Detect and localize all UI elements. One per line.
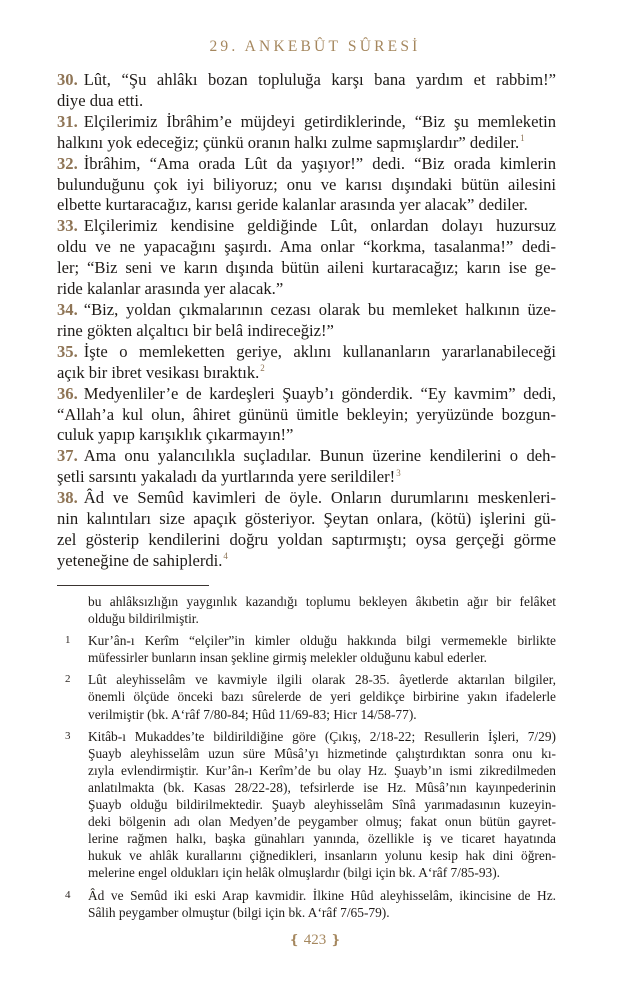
footnote-line: Şuayb aleyhisselâm uzun süre Mûsâ’yı hizmetinde çalıştırdıktan sonra onu kı- (88, 745, 556, 761)
footnote-line: anlatılmakta (bk. Kasas 28/22-28), tefsirlerde ise Hz. Mûsâ’nın kayınpederinin (88, 779, 556, 795)
verse-line: şetli sarsıntı yakaladı da yurtlarında yere serildiler!$^3$ (57, 467, 401, 487)
verse-number: 36. (57, 383, 78, 403)
page-number-value: 423 (303, 932, 327, 948)
ornament-right-icon: ❵ (330, 932, 342, 947)
footnote-ref[interactable]: 1 (520, 133, 525, 144)
verse-line: 36. Medyenliler’e de kardeşleri Şuayb’ı gönderdik. “Ey kavmim” dedi, (57, 383, 556, 403)
verse-line: nin kalıntıları size apaçık gösteriyor. Şeytan onlara, (kötü) işlerini gü- (57, 509, 556, 529)
footnote-line: lerine rağmen halkı, başka günahları yanında, özellikle iş ve ticaret hayatında (88, 831, 556, 847)
verse-number: 37. (57, 446, 78, 466)
verse-line: diye dua etti. (57, 90, 144, 110)
verse-line: 34. “Biz, yoldan çıkmalarının cezası olarak bu memleket halkının üze- (57, 299, 556, 319)
ornament-left-icon: ❴ (288, 932, 300, 947)
footnote-number: 4 (65, 888, 71, 901)
verse-37 (57, 446, 556, 488)
verse-line: 32. İbrâhim, “Ama orada Lût da yaşıyor!” dedi. “Biz orada kimlerin (57, 153, 556, 173)
verse-line: elbette kurtaracağız, karısı geride kalanlar arasında yer alacak” dediler. (57, 195, 528, 215)
verse-line: açık bir ibret vesikası bıraktık.$^2$ (57, 362, 265, 382)
footnote-line: zıyla evlendirmiştir. Kur’ân-ı Kerîm’de bu olay Hz. Şuayb’ın ismi zikredilmeden (88, 762, 556, 778)
verse-number: 32. (57, 153, 78, 173)
footnote-line: Âd ve Semûd iki eski Arap kavmidir. İlkine Hûd aleyhisselâm, ikincisine de Hz. (88, 887, 556, 903)
footnote-2 (57, 671, 556, 722)
verse-line: halkını yok edeceğiz; çünkü oranın halkı zulme sapmışlardır” dediler.$^1$ (57, 132, 525, 152)
verse-32 (57, 154, 556, 217)
footnote-ref[interactable]: 3 (396, 467, 401, 478)
footnote-line: müfessirler bunların insan şekline girmiş melekler olduğunu kabul ederler. (88, 650, 488, 666)
footnote-line: Sâlih peygamber olmuştur (bilgi için bk. A‘râf 7/65-79). (88, 904, 390, 920)
verse-number: 35. (57, 341, 78, 361)
verse-line: oldu ve ne yapacağını şaşırdı. Ama onlar “korkma, tasalanma!” dedi- (57, 237, 556, 257)
verse-number: 34. (57, 299, 78, 319)
verse-31 (57, 112, 556, 154)
footnote-continuation (57, 593, 556, 627)
footnote-line: önemli ölçüde önceki bazı sûrelerde de yeri geldikçe birbirine yakın ifadelerle (88, 689, 556, 705)
verse-number: 33. (57, 216, 78, 236)
footnote-line: Lût aleyhisselâm ve kavmiyle ilgili olarak 28-35. âyetlerde aktarılan bilgiler, (88, 672, 556, 688)
verse-line: zel gösterip kendilerini doğru yoldan saptırmıştı; oysa gerçeği görme (57, 529, 556, 549)
verse-30 (57, 70, 556, 112)
footnote-ref[interactable]: 4 (223, 551, 228, 562)
verse-35 (57, 342, 556, 384)
footnote-line: Kitâb-ı Mukaddes’te bildirildiğine göre (Çıkış, 2/18-22; Resullerin İşleri, 7/29) (88, 728, 556, 744)
footnote-1 (57, 632, 556, 666)
verse-line: 31. Elçilerimiz İbrâhim’e müjdeyi getirdiklerinde, “Biz şu memleketin (57, 111, 556, 131)
footnote-divider (57, 585, 209, 586)
verse-36 (57, 384, 556, 447)
footnote-line: hukuk ve ahlâk kurallarını çiğnedikleri, insanların yolunu kesip hak dini öğren- (88, 848, 556, 864)
footnote-line: Şuayb olduğu bildirilmektedir. Şuayb aleyhisselâm Sînâ yarımadasının kuzeyin- (88, 797, 556, 813)
footnote-number: 2 (65, 673, 71, 686)
footnote-line: deki bölgenin adı olan Medyen’de peygamber olmuş; fakat onun bütün gayret- (88, 814, 556, 830)
footnote-ref[interactable]: 2 (260, 363, 265, 374)
verse-number: 38. (57, 488, 78, 508)
verse-line: rine gökten alçaltıcı bir belâ indireceğiz!” (57, 320, 334, 340)
footnote-line: bu ahlâksızlığın yaygınlık kazandığı toplumu bekleyen âkıbetin ağır bir felâket (88, 594, 556, 609)
footnote-line: verilmiştir (bk. A‘râf 7/80-84; Hûd 11/69-83; Hicr 14/58-77). (88, 706, 417, 722)
footnote-4 (57, 887, 556, 921)
verse-line: ler; “Biz seni ve karın dışında bütün aileni kurtaracağız; karın ise ge- (57, 258, 556, 278)
footnote-3 (57, 728, 556, 882)
footnotes (57, 593, 556, 921)
verse-38 (57, 488, 556, 572)
verse-line: yeteneğine de sahiplerdi.$^4$ (57, 550, 228, 570)
verse-line: bulunduğunu çok iyi biliyoruz; onu ve karısı dışındaki bütün ailesini (57, 174, 556, 194)
verse-number: 31. (57, 111, 78, 131)
footnote-line: melerine engel oldukları için helâk olmuşlardır (bilgi için bk. A‘râf 7/85-93). (88, 865, 501, 881)
verse-line: ride kalanlar arasında yer alacak.” (57, 279, 284, 299)
verse-line: 33. Elçilerimiz kendisine geldiğinde Lût, onlardan dolayı huzursuz (57, 216, 556, 236)
footnote-number: 1 (65, 634, 71, 647)
verse-number: 30. (57, 70, 78, 89)
verse-body (57, 70, 556, 572)
page-header-title: 29. ANKEBÛT SÛRESİ (209, 38, 421, 55)
verse-line: culuk yapıp karışıklık çıkarmayın!” (57, 425, 294, 445)
verse-34 (57, 300, 556, 342)
footnote-line: Kur’ân-ı Kerîm “elçiler”in kimler olduğu hakkında bilgi vermemekle birlikte (88, 633, 556, 649)
verse-line: 38. Âd ve Semûd kavimleri de öyle. Onların durumlarını meskenleri- (57, 488, 556, 508)
verse-33 (57, 216, 556, 300)
verse-line: 30. Lût, “Şu ahlâkı bozan topluluğa karşı bana yardım et rabbim!” (57, 70, 556, 89)
footnote-line: olduğu bildirilmiştir. (88, 611, 199, 627)
page-number (0, 932, 630, 949)
verse-line: 37. Ama onu yalancılıkla suçladılar. Bunun üzerine kendilerini o deh- (57, 446, 556, 466)
verse-line: 35. İşte o memleketten geriye, aklını kullananların yararlanabileceği (57, 341, 556, 361)
verse-line: “Allah’a kul olun, âhiret gününü ümitle bekleyin; yeryüzünde bozgun- (57, 404, 556, 424)
footnote-number: 3 (65, 729, 71, 742)
